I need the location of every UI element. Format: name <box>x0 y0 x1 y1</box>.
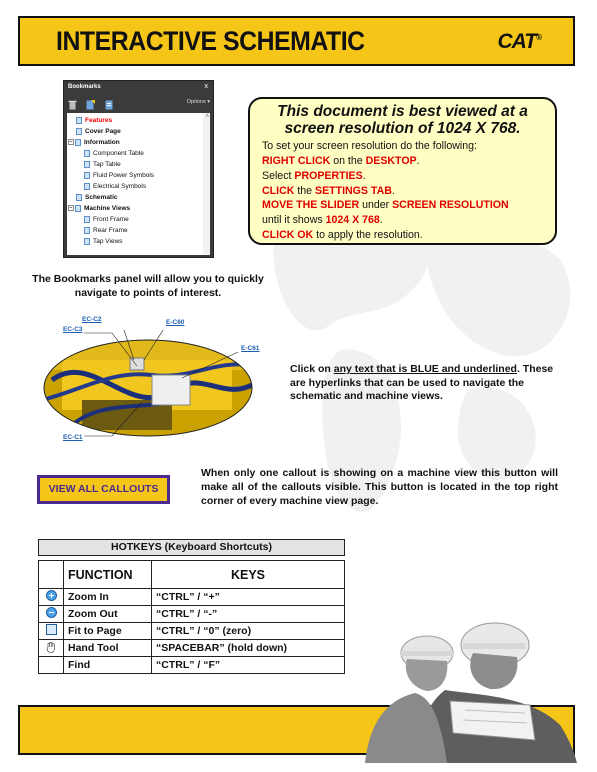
page-icon <box>84 227 90 234</box>
notice-step: CLICK OK to apply the resolution. <box>262 229 423 241</box>
page-icon <box>84 216 90 223</box>
trash-icon <box>68 100 77 110</box>
callout-link-ec-c3[interactable]: EC-C3 <box>63 326 83 333</box>
callout-link-e-c61[interactable]: E-C61 <box>241 345 260 352</box>
bookmark-item: Features <box>76 116 112 126</box>
expand-bookmark-icon <box>105 100 114 110</box>
bookmark-item: Tap Views <box>84 237 123 247</box>
column-header-keys: KEYS <box>152 561 345 589</box>
engineers-photo <box>355 605 585 763</box>
hyperlink-explanation: Click on any text that is BLUE and underlined. These are hyperlinks that can be used to navigate the schematic and machine views. <box>290 363 554 402</box>
bookmarks-panel <box>63 80 214 258</box>
page-icon <box>75 139 81 146</box>
hotkey-keys: “CTRL” / “F” <box>152 657 345 674</box>
callout-link-e-c60[interactable]: E-C60 <box>166 319 185 326</box>
callout-link-ec-c2[interactable]: EC-C2 <box>82 316 102 323</box>
bookmark-item: Rear Frame <box>84 226 128 236</box>
collapse-icon: − <box>69 205 73 212</box>
page-title: INTERACTIVE SCHEMATIC <box>56 26 365 56</box>
bookmark-item: Cover Page <box>76 127 121 137</box>
notice-step: RIGHT CLICK on the DESKTOP. <box>262 155 420 167</box>
scrollbar <box>203 113 210 255</box>
notice-heading: This document is best viewed at a screen resolution of 1024 X 768. <box>277 103 528 137</box>
table-row <box>39 606 345 623</box>
page-icon <box>76 194 82 201</box>
notice-step: Select PROPERTIES. <box>262 170 366 182</box>
page-icon <box>84 150 90 157</box>
page-icon <box>84 183 90 190</box>
hand-tool-icon <box>46 641 57 653</box>
collapse-icon: − <box>69 139 73 146</box>
bookmark-item: − Machine Views <box>69 205 131 212</box>
hotkey-function: Zoom Out <box>64 606 152 623</box>
view-all-callouts-description: When only one callout is showing on a machine view this button will make all of the callouts visible. This button is located in the top right corner of every machine view page. <box>201 467 558 507</box>
hotkey-function: Hand Tool <box>64 640 152 657</box>
hotkey-keys: “CTRL” / “0” (zero) <box>152 623 345 640</box>
table-row <box>39 657 345 674</box>
hotkeys-title: HOTKEYS (Keyboard Shortcuts) <box>38 539 345 556</box>
bookmark-item: Front Frame <box>84 215 129 225</box>
hotkey-keys: “CTRL” / “-” <box>152 606 345 623</box>
bookmark-item: Fluid Power Symbols <box>84 171 154 181</box>
zoom-out-icon <box>46 607 57 618</box>
close-icon: x <box>204 83 208 90</box>
notice-step: CLICK the SETTINGS TAB. <box>262 185 395 197</box>
notice-step: until it shows 1024 X 768. <box>262 214 383 226</box>
new-bookmark-icon <box>86 100 95 110</box>
page-icon <box>84 172 90 179</box>
fit-page-icon <box>46 624 57 635</box>
page-icon <box>76 117 82 124</box>
bookmark-item: Component Table <box>84 149 144 159</box>
notice-step: MOVE THE SLIDER under SCREEN RESOLUTION <box>262 199 509 211</box>
notice-intro: To set your screen resolution do the following: <box>262 140 477 152</box>
page-icon <box>76 128 82 135</box>
resolution-notice <box>248 97 557 245</box>
column-header-function: FUNCTION <box>64 561 152 589</box>
hotkey-function: Fit to Page <box>64 623 152 640</box>
header-banner <box>18 16 575 66</box>
cat-logo: CAT® <box>497 30 541 53</box>
table-header-row <box>39 561 345 589</box>
table-row <box>39 589 345 606</box>
bookmarks-options-menu: Options ▾ <box>186 99 210 105</box>
machine-view-image <box>42 330 254 440</box>
bookmark-item: Schematic <box>76 193 118 203</box>
bookmarks-panel-title: Bookmarks <box>68 84 101 90</box>
callout-link-ec-c1[interactable]: EC-C1 <box>63 434 83 441</box>
page-icon <box>84 161 90 168</box>
bookmarks-caption: The Bookmarks panel will allow you to quickly navigate to points of interest. <box>32 273 264 299</box>
zoom-in-icon <box>46 590 57 601</box>
table-row <box>39 623 345 640</box>
table-row <box>39 640 345 657</box>
hotkey-keys: “SPACEBAR” (hold down) <box>152 640 345 657</box>
view-all-callouts-button[interactable]: VIEW ALL CALLOUTS <box>37 475 170 504</box>
page-icon <box>75 205 81 212</box>
bookmark-item: Tap Table <box>84 160 121 170</box>
hotkey-function: Find <box>64 657 152 674</box>
chevron-up-icon: ˄ <box>205 114 209 120</box>
hotkeys-table <box>38 560 345 674</box>
hotkey-keys: “CTRL” / “+” <box>152 589 345 606</box>
hotkey-function: Zoom In <box>64 589 152 606</box>
bookmarks-tree <box>67 113 210 255</box>
bookmark-item: Electrical Symbols <box>84 182 146 192</box>
bookmark-item: − Information <box>69 139 120 146</box>
page-icon <box>84 238 90 245</box>
